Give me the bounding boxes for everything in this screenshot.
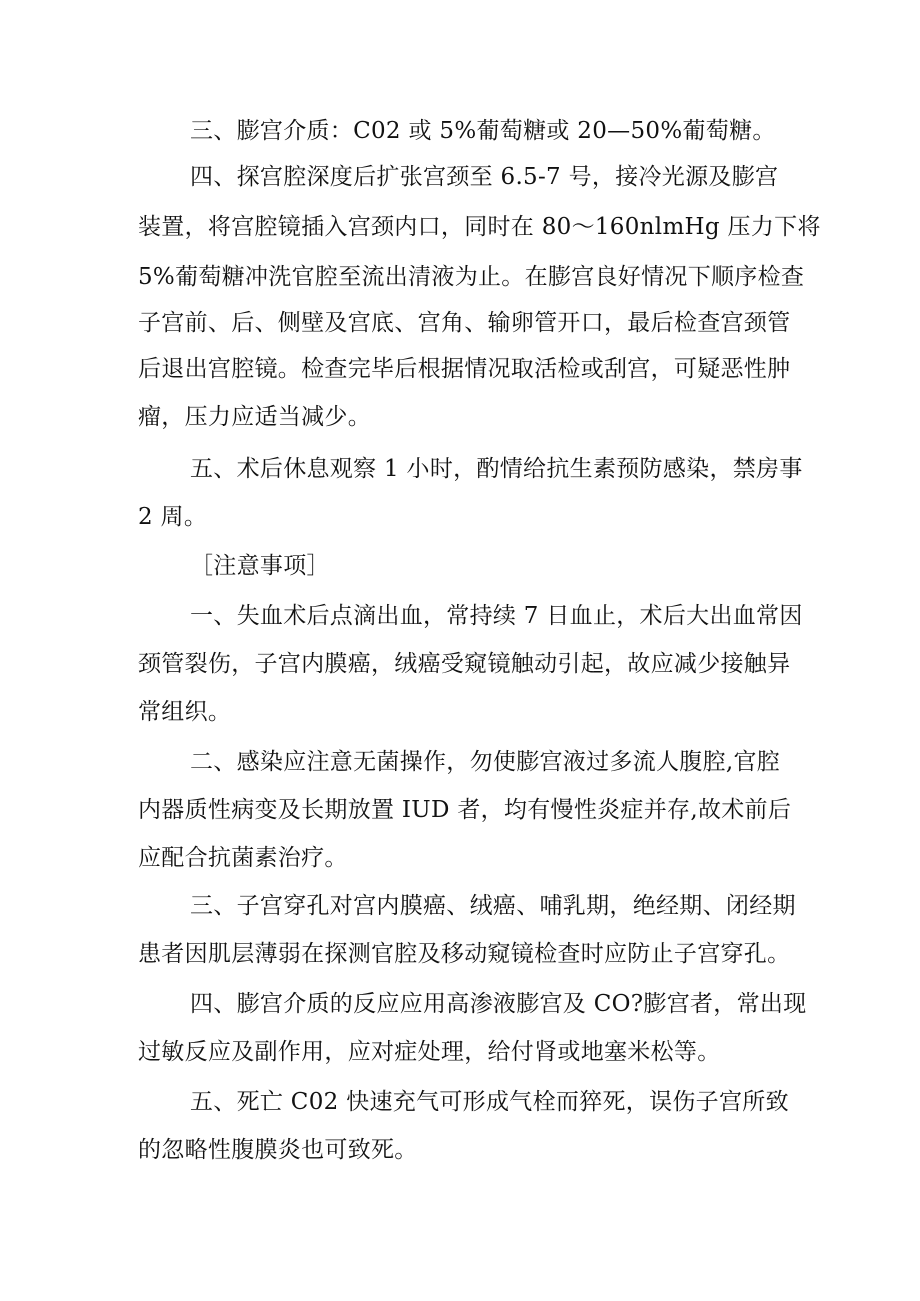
text-line: 5%葡萄糖冲洗官腔至流出清液为止。在膨宫良好情况下顺序检查 — [138, 264, 805, 290]
text-line: 瘤，压力应适当减少。 — [138, 404, 371, 430]
text-line: 二、感染应注意无菌操作，勿使膨宫液过多流人腹腔,官腔 — [190, 749, 781, 775]
text-line: 三、膨宫介质：C02 或 5%葡萄糖或 20—50%葡萄糖。 — [190, 118, 776, 144]
text-line: 五、术后休息观察 1 小时，酌情给抗生素预防感染，禁房事 — [190, 456, 803, 482]
text-line: 内器质性病变及长期放置 IUD 者，均有慢性炎症并存,故术前后 — [138, 797, 792, 823]
text-line: 患者因肌层薄弱在探测官腔及移动窥镜检查时应防止子宫穿孔。 — [138, 941, 791, 967]
text-line: 四、膨宫介质的反应应用高渗液膨宫及 CO?膨宫者，常出现 — [190, 991, 807, 1017]
text-line: 装置，将宫腔镜插入宫颈内口，同时在 80～160nlmHg 压力下将 — [138, 214, 821, 240]
text-line: 常组织。 — [138, 699, 232, 725]
text-line: 四、探宫腔深度后扩张宫颈至 6.5-7 号，接冷光源及膨宫 — [190, 164, 779, 190]
text-line: 子宫前、后、侧壁及宫底、宫角、输卵管开口，最后检查宫颈管 — [138, 310, 791, 336]
text-line: 颈管裂伤，子宫内膜癌，绒癌受窥镜触动引起，故应减少接触异 — [138, 651, 791, 677]
text-line: 五、死亡 C02 快速充气可形成气栓而猝死，误伤子宫所致 — [190, 1089, 789, 1115]
text-line: 后退出宫腔镜。检查完毕后根据情况取活检或刮宫，可疑恶性肿 — [138, 356, 791, 382]
text-line: 2 周。 — [138, 504, 208, 530]
text-line: 应配合抗菌素治疗。 — [138, 845, 348, 871]
section-heading: ［注意事项］ — [190, 553, 330, 579]
text-line: 一、失血术后点滴出血，常持续 7 日血止，术后大出血常因 — [190, 603, 803, 629]
text-line: 三、子宫穿孔对宫内膜癌、绒癌、哺乳期，绝经期、闭经期 — [190, 893, 796, 919]
text-line: 过敏反应及副作用，应对症处理，给付肾或地塞米松等。 — [138, 1039, 721, 1065]
text-line: 的忽略性腹膜炎也可致死。 — [138, 1137, 418, 1163]
